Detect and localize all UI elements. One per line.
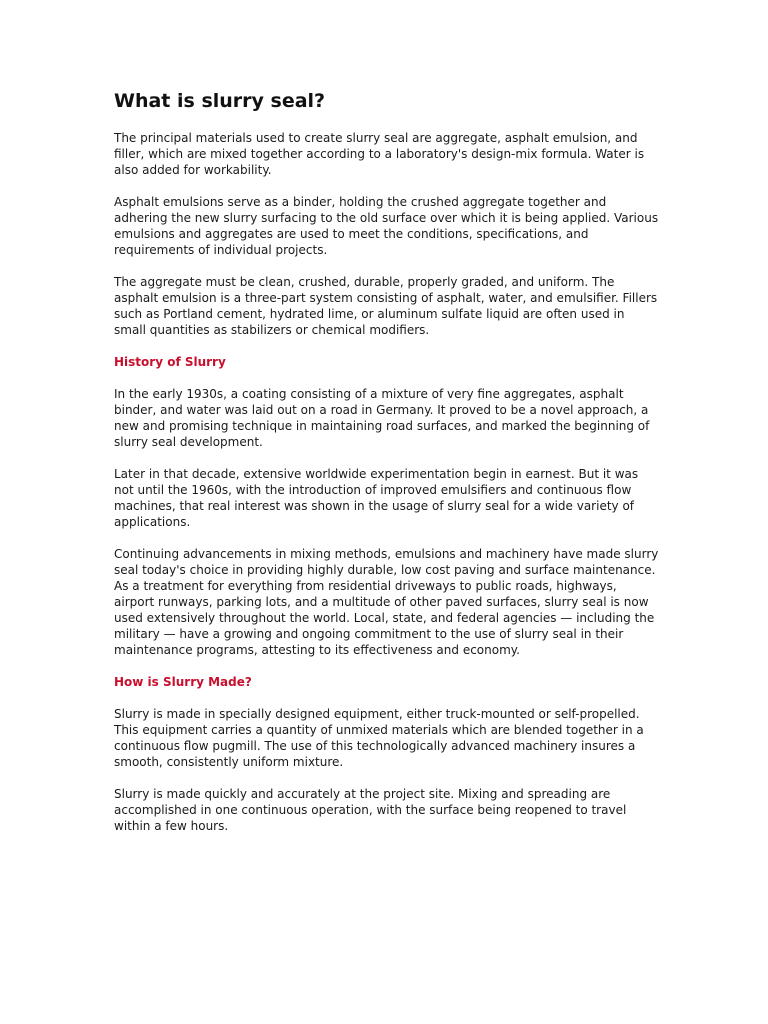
how-made-paragraph-2: Slurry is made quickly and accurately at the project site. Mixing and spreading are accomplished in one continuous operation, with the surface being reopened to travel within a few hours.	[114, 787, 627, 833]
page-title: What is slurry seal?	[114, 90, 326, 112]
how-made-paragraph-1: Slurry is made in specially designed equipment, either truck-mounted or self-propelled. This equipment carries a quantity of unmixed materials which are blended together in a continuous flow pugmill. The use of this technologically advanced machinery insures a smooth, consistently uniform mixture.	[114, 707, 644, 769]
history-heading: History of Slurry	[114, 355, 226, 369]
how-made-heading: How is Slurry Made?	[114, 675, 252, 689]
history-paragraph-2: Later in that decade, extensive worldwide experimentation begin in earnest. But it was not until the 1960s, with the introduction of improved emulsifiers and continuous flow machines, that real interest was shown in the usage of slurry seal for a wide variety of applications.	[114, 467, 639, 529]
intro-paragraph-3: The aggregate must be clean, crushed, durable, properly graded, and uniform. The asphalt emulsion is a three-part system consisting of asphalt, water, and emulsifier. Fillers such as Portland cement, hydrated lime, or aluminum sulfate liquid are often used in small quantities as stabilizers or chemical modifiers.	[114, 275, 658, 337]
history-paragraph-3: Continuing advancements in mixing methods, emulsions and machinery have made slurry seal today's choice in providing highly durable, low cost paving and surface maintenance. As a treatment for everything from residential driveways to public roads, highways, airport runways, parking lots, and a multitude of other paved surfaces, slurry seal is now used extensively throughout the world. Local, state, and federal agencies — including the military — have a growing and ongoing commitment to the use of slurry seal in their maintenance programs, attesting to its effectiveness and economy.	[114, 547, 659, 657]
intro-paragraph-2: Asphalt emulsions serve as a binder, holding the crushed aggregate together and adhering the new slurry surfacing to the old surface over which it is being applied. Various emulsions and aggregates are used to meet the conditions, specifications, and requirements of individual projects.	[114, 195, 659, 257]
document-page	[114, 88, 660, 850]
intro-paragraph-1: The principal materials used to create slurry seal are aggregate, asphalt emulsion, and filler, which are mixed together according to a laboratory's design-mix formula. Water is also added for workability.	[114, 131, 645, 177]
history-paragraph-1: In the early 1930s, a coating consisting of a mixture of very fine aggregates, asphalt binder, and water was laid out on a road in Germany. It proved to be a novel approach, a new and promising technique in maintaining road surfaces, and marked the beginning of slurry seal development.	[114, 387, 650, 449]
